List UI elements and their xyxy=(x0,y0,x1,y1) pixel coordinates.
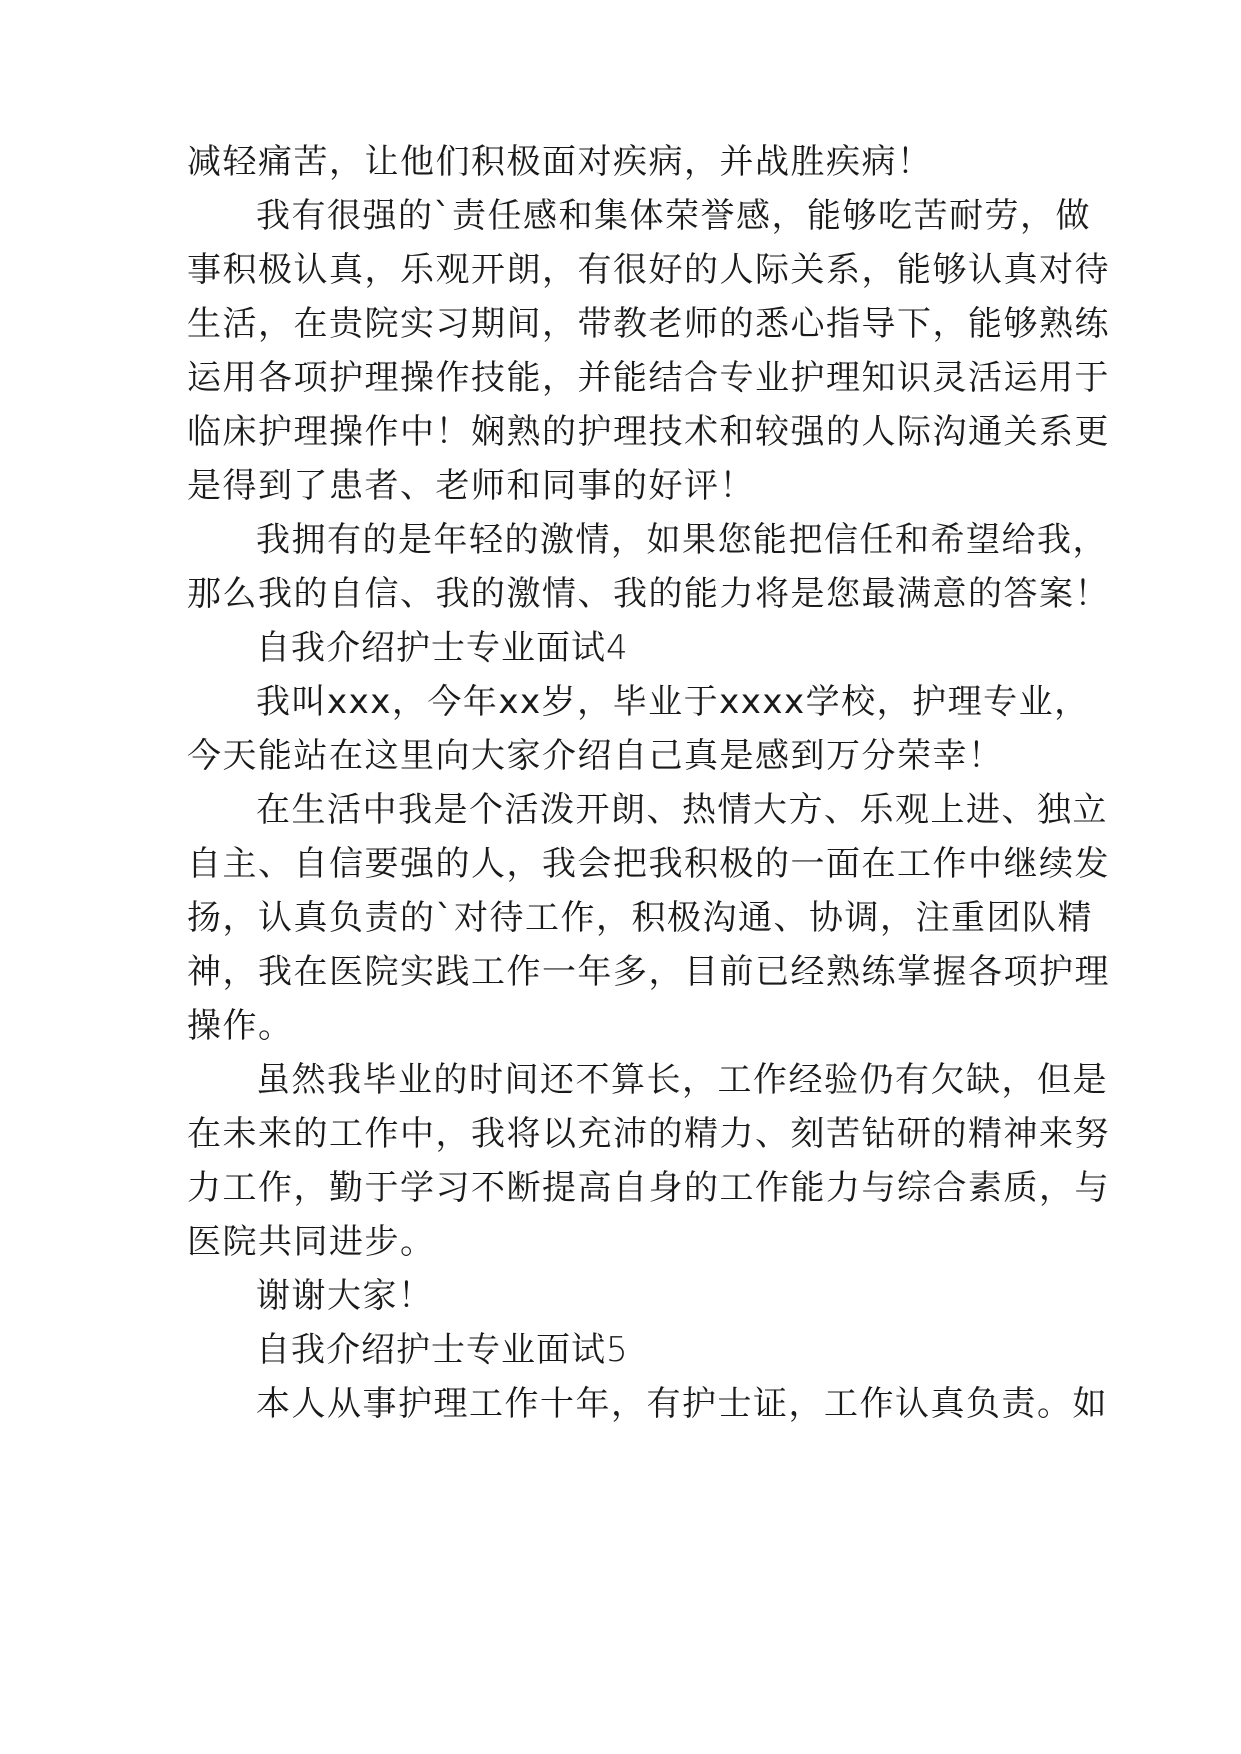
paragraph-line: 生活，在贵院实习期间，带教老师的悉心指导下，能够熟练 xyxy=(187,304,1110,344)
paragraph-line: 医院共同进步。 xyxy=(187,1222,436,1262)
paragraph-line: 临床护理操作中！娴熟的护理技术和较强的人际沟通关系更 xyxy=(187,412,1110,452)
paragraph-line: 那么我的自信、我的激情、我的能力将是您最满意的答案！ xyxy=(187,574,1110,614)
paragraph-line: 减轻痛苦，让他们积极面对疾病，并战胜疾病！ xyxy=(187,142,933,182)
paragraph-line: 虽然我毕业的时间还不算长，工作经验仍有欠缺，但是 xyxy=(256,1060,1108,1100)
paragraph-line: 是得到了患者、老师和同事的好评！ xyxy=(187,466,755,506)
paragraph-line: 自主、自信要强的人，我会把我积极的一面在工作中继续发 xyxy=(187,844,1110,884)
paragraph-line: 我有很强的`责任感和集体荣誉感，能够吃苦耐劳，做 xyxy=(256,196,1091,236)
paragraph-line: 事积极认真，乐观开朗，有很好的人际关系，能够认真对待 xyxy=(187,250,1110,290)
paragraph-line: 谢谢大家！ xyxy=(256,1276,434,1316)
paragraph-line: 操作。 xyxy=(187,1006,294,1046)
paragraph-line: 在未来的工作中，我将以充沛的精力、刻苦钻研的精神来努 xyxy=(187,1114,1110,1154)
paragraph-line: 在生活中我是个活泼开朗、热情大方、乐观上进、独立 xyxy=(256,790,1108,830)
paragraph-line: 力工作，勤于学习不断提高自身的工作能力与综合素质，与 xyxy=(187,1168,1110,1208)
section-heading: 自我介绍护士专业面试4 xyxy=(256,628,629,668)
section-heading: 自我介绍护士专业面试5 xyxy=(256,1330,629,1370)
paragraph-line: 运用各项护理操作技能，并能结合专业护理知识灵活运用于 xyxy=(187,358,1110,398)
paragraph-line: 我叫xxx，今年xx岁，毕业于xxxx学校，护理专业， xyxy=(256,682,1090,722)
paragraph-line: 神，我在医院实践工作一年多，目前已经熟练掌握各项护理 xyxy=(187,952,1110,992)
paragraph-line: 本人从事护理工作十年，有护士证，工作认真负责。如 xyxy=(256,1384,1108,1424)
paragraph-line: 我拥有的是年轻的激情，如果您能把信任和希望给我， xyxy=(256,520,1108,560)
paragraph-line: 扬，认真负责的`对待工作，积极沟通、协调，注重团队精 xyxy=(187,898,1093,938)
paragraph-line: 今天能站在这里向大家介绍自己真是感到万分荣幸！ xyxy=(187,736,1004,776)
